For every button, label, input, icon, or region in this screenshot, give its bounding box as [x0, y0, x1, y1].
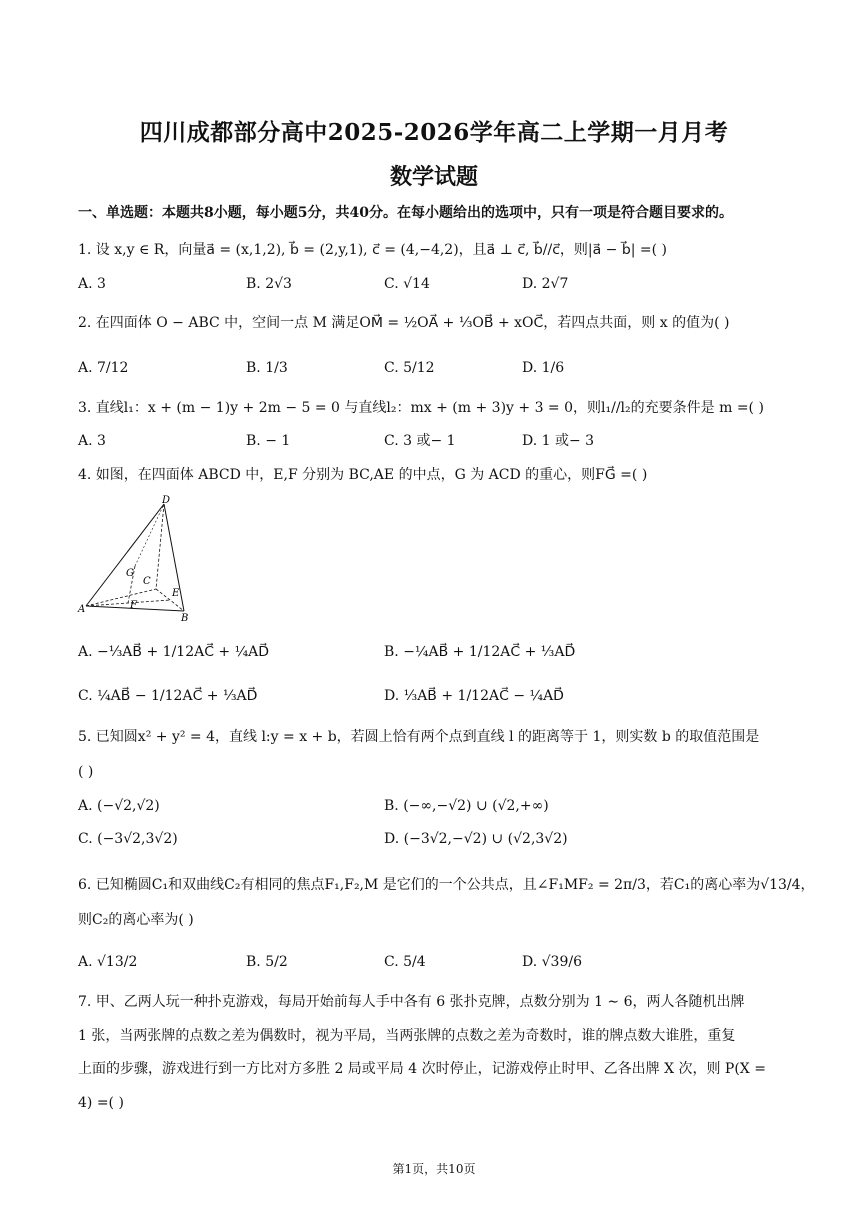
q6-option-a: A. √13/2	[78, 954, 138, 970]
q3-option-b: B. − 1	[246, 433, 291, 449]
q5-option-c: C. (−3√2,3√2)	[78, 831, 178, 847]
label-g: G	[126, 568, 134, 579]
q1-option-a: A. 3	[78, 276, 106, 292]
label-b: B	[181, 613, 189, 624]
question-7-line-2: 1 张，当两张牌的点数之差为偶数时，视为平局，当两张牌的点数之差为奇数时，谁的牌点数大谁胜，重复	[78, 1028, 736, 1044]
q3-option-a: A. 3	[78, 433, 106, 449]
exam-title: 四川成都部分高中2025-2026学年高二上学期一月月考	[139, 119, 729, 146]
question-1-stem: 1. 设 x,y ∈ R，向量a⃗ = (x,1,2), b⃗ = (2,y,1), c⃗ = (4,−4,2)，且a⃗ ⊥ c⃗, b⃗//c⃗，则|a⃗ − b⃗| =( )	[78, 242, 668, 258]
label-e: E	[172, 588, 180, 599]
q4-option-b: B. −¼AB⃗ + 1/12AC⃗ + ⅓AD⃗	[384, 644, 576, 660]
exam-subtitle: 数学试题	[389, 164, 478, 190]
label-f: F	[130, 600, 137, 611]
label-d: D	[162, 495, 171, 506]
q6-option-c: C. 5/4	[384, 954, 426, 970]
question-6-stem: 6. 已知椭圆C₁和双曲线C₂有相同的焦点F₁,F₂,M 是它们的一个公共点，且∠F₁MF₂ = 2π/3，若C₁的离心率为√13/4，	[78, 877, 815, 893]
q4-option-c: C. ¼AB⃗ − 1/12AC⃗ + ⅓AD⃗	[78, 688, 258, 704]
question-7-line-3: 上面的步骤，游戏进行到一方比对方多胜 2 局或平局 4 次时停止，记游戏停止时甲、乙各出牌 X 次，则 P(X =	[78, 1061, 766, 1077]
q5-option-d: D. (−3√2,−√2) ∪ (√2,3√2)	[384, 831, 568, 847]
page-footer: 第1页，共10页	[392, 1162, 476, 1176]
q6-option-d: D. √39/6	[522, 954, 582, 970]
q2-option-d: D. 1/6	[522, 360, 565, 376]
q2-option-b: B. 1/3	[246, 360, 288, 376]
q5-option-a: A. (−√2,√2)	[78, 798, 160, 814]
question-2-stem: 2. 在四面体 O − ABC 中，空间一点 M 满足OM⃗ = ½OA⃗ + ⅓OB⃗ + xOC⃗，若四点共面，则 x 的值为( )	[78, 315, 730, 331]
question-5-stem-cont: ( )	[78, 764, 94, 780]
q3-option-d: D. 1 或− 3	[522, 433, 595, 449]
q2-option-a: A. 7/12	[78, 360, 129, 376]
q1-option-b: B. 2√3	[246, 276, 292, 292]
section-heading: 一、单选题：本题共8小题，每小题5分，共40分。在每小题给出的选项中，只有一项是符合题目要求的。	[78, 205, 733, 221]
q4-option-a: A. −⅓AB⃗ + 1/12AC⃗ + ¼AD⃗	[78, 644, 270, 660]
question-7-line-1: 7. 甲、乙两人玩一种扑克游戏，每局开始前每人手中各有 6 张扑克牌，点数分别为 1 ∼ 6，两人各随机出牌	[78, 994, 745, 1010]
q1-option-d: D. 2√7	[522, 276, 569, 292]
label-a: A	[78, 604, 86, 615]
q3-option-c: C. 3 或− 1	[384, 433, 456, 449]
tetrahedron-figure	[76, 494, 206, 624]
q1-option-c: C. √14	[384, 276, 430, 292]
question-3-stem: 3. 直线l₁：x + (m − 1)y + 2m − 5 = 0 与直线l₂：mx + (m + 3)y + 3 = 0，则l₁//l₂的充要条件是 m =( )	[78, 400, 764, 416]
q5-option-b: B. (−∞,−√2) ∪ (√2,+∞)	[384, 798, 549, 814]
q2-option-c: C. 5/12	[384, 360, 435, 376]
q6-option-b: B. 5/2	[246, 954, 288, 970]
question-4-stem: 4. 如图，在四面体 ABCD 中，E,F 分别为 BC,AE 的中点，G 为 ACD 的重心，则FG⃗ =( )	[78, 467, 648, 483]
label-c: C	[143, 576, 151, 587]
question-6-stem-cont: 则C₂的离心率为( )	[78, 912, 194, 928]
question-7-line-4: 4) =( )	[78, 1095, 124, 1111]
question-5-stem: 5. 已知圆x² + y² = 4，直线 l:y = x + b，若圆上恰有两个点到直线 l 的距离等于 1，则实数 b 的取值范围是	[78, 729, 760, 745]
q4-option-d: D. ⅓AB⃗ + 1/12AC⃗ − ¼AD⃗	[384, 688, 564, 704]
